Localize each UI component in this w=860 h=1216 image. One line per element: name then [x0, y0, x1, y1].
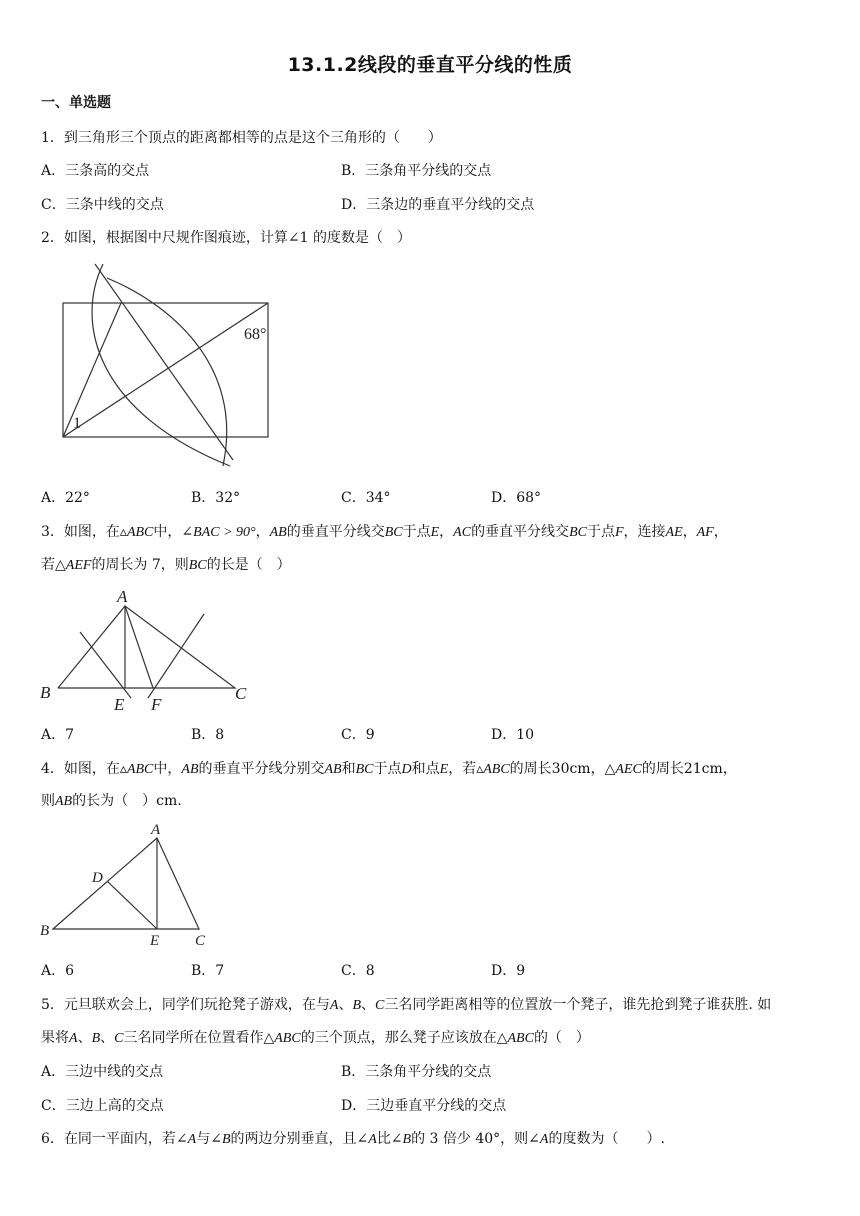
- question-3-stem-line1: 3．如图，在▵ABC中，∠BAC > 90°，AB的垂直平分线交BC于点E，AC的垂直平分线交BC于点F，连接AE，AF，: [41, 524, 728, 540]
- question-5-stem-line2: 果将A、B、C三名同学所在位置看作△ABC的三个顶点，那么凳子应该放在△ABC的（ ）: [41, 1030, 590, 1046]
- diagonal: [63, 303, 268, 437]
- question-3-option-c: C．9: [341, 727, 375, 743]
- label-a: A: [151, 822, 161, 838]
- question-4-stem-line1: 4．如图，在▵ABC中，AB的垂直平分线分别交AB和BC于点D和点E，若▵ABC的周长30cm，△AEC的周长21cm，: [41, 761, 737, 777]
- question-3-option-b: B．8: [191, 727, 225, 743]
- page-title: 13.1.2线段的垂直平分线的性质: [287, 54, 573, 76]
- question-3-figure: [36, 586, 256, 716]
- question-6-stem: 6．在同一平面内，若∠A与∠B的两边分别垂直，且∠A比∠B的 3 倍少 40°，则∠A的度数为（ ）.: [41, 1131, 665, 1147]
- question-4-option-c: C．8: [341, 963, 375, 979]
- question-2-option-d: D．68°: [491, 490, 542, 506]
- question-2-option-b: B．32°: [191, 490, 241, 506]
- question-5-option-c: C．三边上高的交点: [41, 1098, 164, 1114]
- question-1-option-a: A．三条高的交点: [41, 163, 150, 179]
- question-5-option-b: B．三条角平分线的交点: [341, 1064, 492, 1080]
- question-4-stem-line2: 则AB的长为（ ）cm.: [41, 793, 182, 809]
- question-4-figure: [36, 820, 226, 952]
- question-1-option-d: D．三条边的垂直平分线的交点: [341, 197, 535, 213]
- label-c: C: [235, 684, 247, 703]
- question-5-stem-line1: 5．元旦联欢会上，同学们玩抢凳子游戏，在与A、B、C三名同学距离相等的位置放一个凳子，谁先抢到凳子谁获胜. 如: [41, 997, 772, 1013]
- triangle-abc: [53, 838, 199, 929]
- label-f: F: [151, 695, 162, 714]
- segment-af: [125, 606, 153, 688]
- question-1-option-c: C．三条中线的交点: [41, 197, 164, 213]
- question-1-stem: 1．到三角形三个顶点的距离都相等的点是这个三角形的（ ）: [41, 130, 442, 146]
- question-3-stem-line2: 若△AEF的周长为 7，则BC的长是（ ）: [41, 557, 291, 573]
- segment-de: [107, 881, 157, 929]
- triangle-abc: [58, 606, 235, 688]
- question-3-option-a: A．7: [41, 727, 75, 743]
- label-c: C: [195, 933, 206, 949]
- question-3-option-d: D．10: [491, 727, 535, 743]
- label-b: B: [40, 683, 51, 702]
- question-5-option-a: A．三边中线的交点: [41, 1064, 164, 1080]
- question-2-stem: 2．如图，根据图中尺规作图痕迹，计算∠1 的度数是（ ）: [41, 230, 412, 246]
- label-a: A: [117, 587, 128, 606]
- question-5-option-d: D．三边垂直平分线的交点: [341, 1098, 507, 1114]
- label-d: D: [92, 870, 103, 886]
- question-2-option-a: A．22°: [41, 490, 90, 506]
- perp-bisector-ac: [148, 614, 204, 698]
- question-2-figure: [55, 262, 285, 472]
- angle-68-label: 68°: [244, 326, 267, 343]
- question-4-option-b: B．7: [191, 963, 225, 979]
- label-e: E: [114, 695, 125, 714]
- question-1-option-b: B．三条角平分线的交点: [341, 163, 492, 179]
- construction-arc-left: [92, 264, 230, 466]
- label-b: B: [40, 923, 50, 939]
- angle-1-label: 1: [73, 415, 81, 432]
- section-heading: 一、单选题: [41, 95, 111, 111]
- label-e: E: [150, 933, 160, 949]
- question-4-option-d: D．9: [491, 963, 526, 979]
- question-4-option-a: A．6: [41, 963, 75, 979]
- question-2-option-c: C．34°: [341, 490, 391, 506]
